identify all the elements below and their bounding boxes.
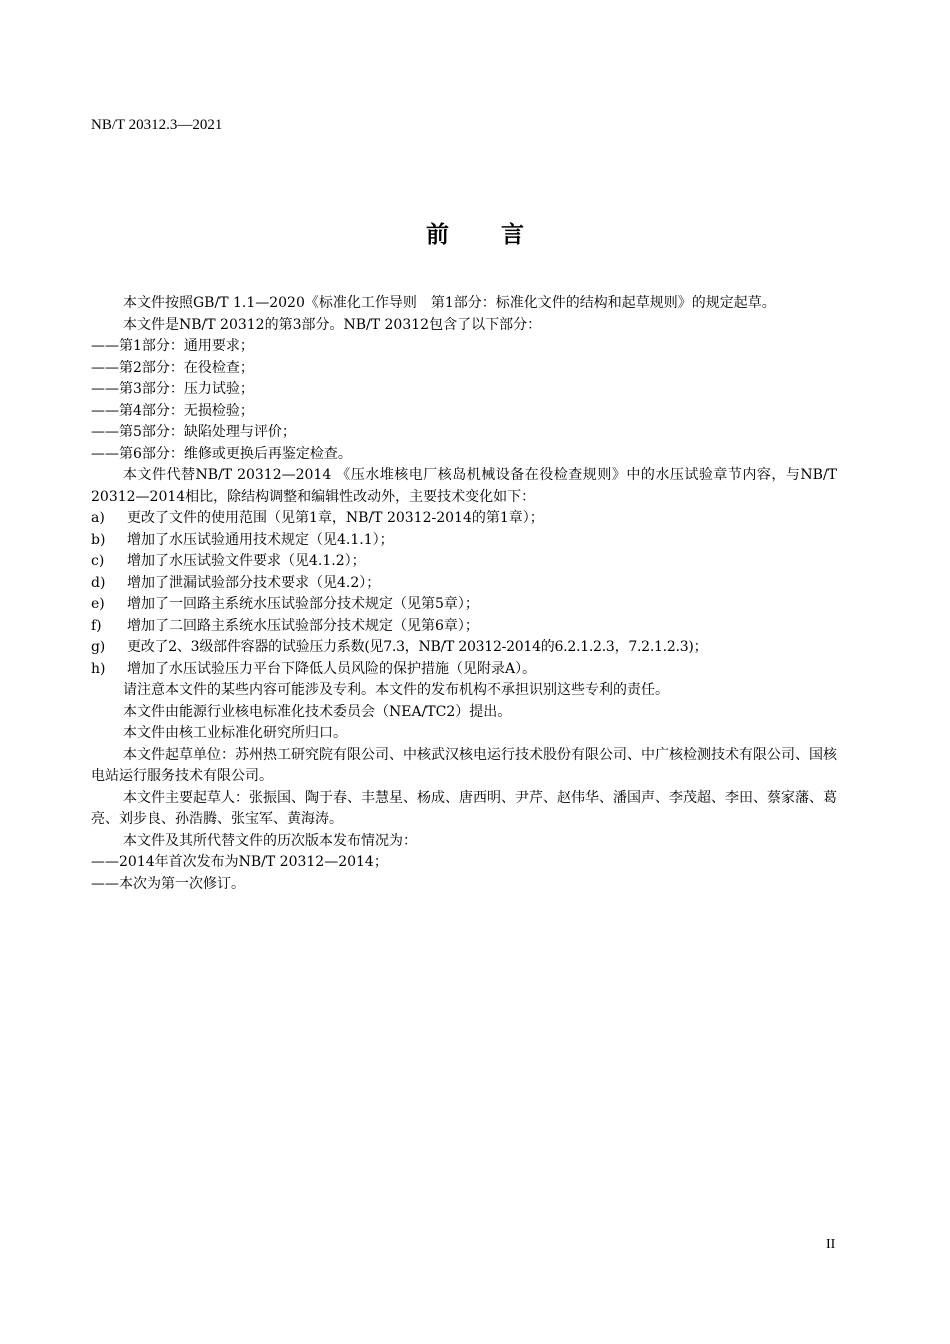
change-marker: f): [91, 617, 102, 634]
history-item: ——本次为第一次修订。: [91, 875, 245, 892]
change-text: 增加了水压试验文件要求（见4.1.2）；: [127, 553, 366, 569]
history-item: ——2014年首次发布为NB/T 20312—2014；: [91, 854, 388, 870]
change-marker: b): [91, 531, 106, 548]
paragraph-history-intro: 本文件及其所代替文件的历次版本发布情况为：: [123, 832, 417, 849]
change-marker: d): [91, 574, 106, 591]
page-number: II: [826, 1237, 836, 1252]
change-text: 增加了泄漏试验部分技术要求（见4.2）；: [127, 574, 381, 591]
paragraph-patent-notice: 请注意本文件的某些内容可能涉及专利。本文件的发布机构不承担识别这些专利的责任。: [123, 682, 669, 698]
paragraph-administrator: 本文件由核工业标准化研究所归口。: [123, 725, 347, 741]
paragraph-parts-intro: 本文件是NB/T 20312的第3部分。NB/T 20312包含了以下部分：: [123, 316, 542, 333]
change-marker: h): [91, 660, 106, 677]
change-item: [91, 530, 837, 552]
change-text: 增加了水压试验压力平台下降低人员风险的保护措施（见附录A）。: [127, 660, 537, 677]
change-text: 更改了文件的使用范围（见第1章，NB/T 20312-2014的第1章）；: [127, 510, 544, 526]
part-item: ——第3部分：压力试验；: [91, 381, 254, 397]
part-item: ——第1部分：通用要求；: [91, 338, 254, 354]
part-item: ——第2部分：在役检查；: [91, 359, 254, 376]
paragraph-replacement: 本文件代替NB/T 20312—2014 《压水堆核电厂核岛机械设备在役检查规则》中的水压试验章节内容，与NB/T 20312—2014相比，除结构调整和编辑性改动外，主要技术变化如下：: [91, 467, 837, 505]
change-text: 更改了2、3级部件容器的试验压力系数(见7.3，NB/T 20312-2014的6.2.1.2.3，7.2.1.2.3)；: [127, 639, 708, 655]
change-marker: g): [91, 639, 105, 655]
paragraph-drafting-units: 本文件起草单位：苏州热工研究院有限公司、中核武汉核电运行技术股份有限公司、中广核检测技术有限公司、国核电站运行服务技术有限公司。: [91, 746, 837, 784]
change-item: [91, 573, 837, 595]
part-item: ——第5部分：缺陷处理与评价；: [91, 424, 296, 440]
paragraph-drafters: 本文件主要起草人：张振国、陶于春、丰慧星、杨成、唐西明、尹芹、赵伟华、潘国声、李茂超、李田、蔡家藩、葛亮、刘步良、孙浩腾、张宝军、黄海涛。: [91, 789, 837, 827]
part-item: ——第6部分：维修或更换后再鉴定检查。: [91, 445, 352, 462]
document-code: NB/T 20312.3—2021: [91, 117, 223, 133]
change-text: 增加了二回路主系统水压试验部分技术规定（见第6章）；: [127, 617, 479, 634]
change-marker: c): [91, 553, 105, 569]
change-marker: e): [91, 596, 105, 612]
change-text: 增加了水压试验通用技术规定（见4.1.1）；: [127, 531, 394, 548]
part-item: ——第4部分：无损检验；: [91, 402, 254, 419]
change-item: [91, 594, 837, 616]
change-item: [91, 616, 837, 638]
change-marker: a): [91, 510, 105, 526]
paragraph-drafting-rules: 本文件按照GB/T 1.1—2020《标准化工作导则 第1部分：标准化文件的结构和起草规则》的规定起草。: [123, 295, 776, 311]
change-item: [91, 551, 837, 573]
page-title: 前言: [426, 222, 576, 248]
foreword-body: [91, 293, 837, 895]
change-item: [91, 508, 837, 530]
change-text: 增加了一回路主系统水压试验部分技术规定（见第5章）；: [127, 596, 479, 612]
change-item: [91, 659, 837, 681]
paragraph-proposer: 本文件由能源行业核电标准化技术委员会（NEA/TC2）提出。: [123, 703, 512, 720]
change-item: [91, 637, 837, 659]
